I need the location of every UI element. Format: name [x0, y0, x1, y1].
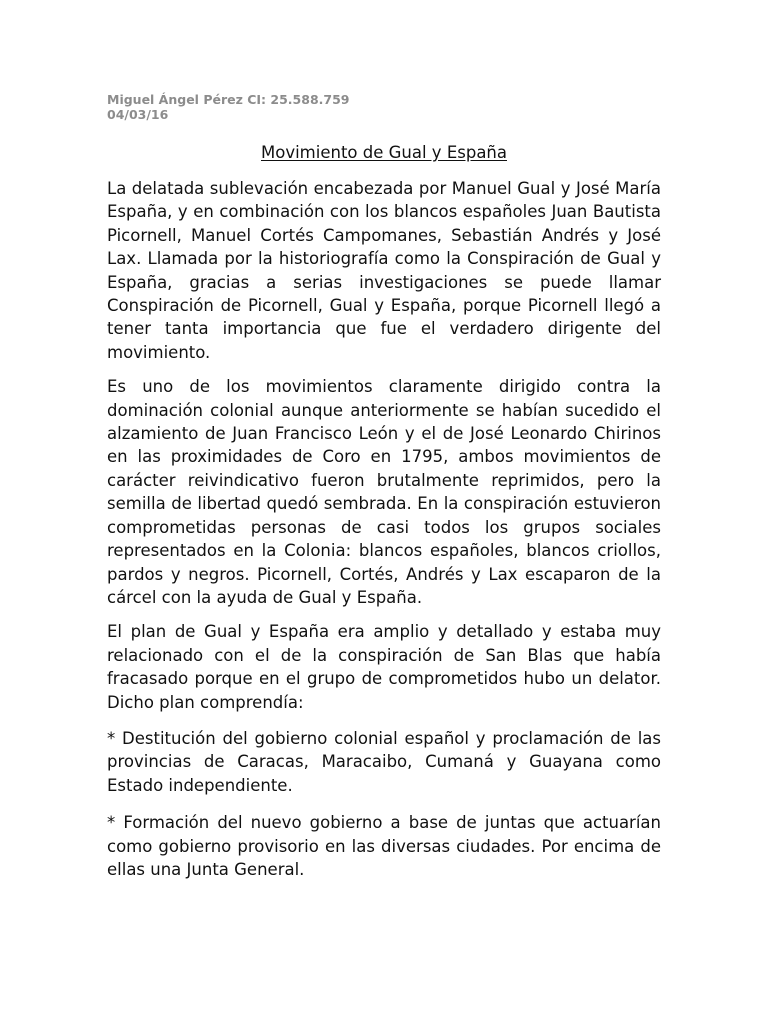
paragraph-3: El plan de Gual y España era amplio y detallado y estaba muy relacionado con el de la conspiración de San Blas que había fracasado porque en el grupo de comprometidos hubo un delator. Dicho plan comprendía:	[107, 622, 661, 712]
paragraph-1: La delatada sublevación encabezada por Manuel Gual y José María España, y en combinación con los blancos españoles Juan Bautista Picornell, Manuel Cortés Campomanes, Sebastián Andrés y José Lax. Llamada por la historiografía como la Conspiración de Gual y España, gracias a serias investigaciones se puede llamar Conspiración de Picornell, Gual y España, porque Picornell llegó a tener tanta importancia que fue el verdadero dirigente del movimiento.	[107, 179, 661, 362]
document-page	[107, 92, 661, 881]
plan-item-2: * Formación del nuevo gobierno a base de juntas que actuarían como gobierno provisorio en las diversas ciudades. Por encima de ellas una Junta General.	[107, 813, 661, 879]
document-date: 04/03/16	[107, 107, 169, 122]
paragraph-2: Es uno de los movimientos claramente dirigido contra la dominación colonial aunque anteriormente se habían sucedido el alzamiento de Juan Francisco León y el de José Leonardo Chirinos en las proximidades de Coro en 1795, ambos movimientos de carácter reivindicativo fueron brutalmente reprimidos, pero la semilla de libertad quedó sembrada. En la conspiración estuvieron comprometidas personas de casi todos los grupos sociales representados en la Colonia: blancos españoles, blancos criollos, pardos y negros. Picornell, Cortés, Andrés y Lax escaparon de la cárcel con la ayuda de Gual y España.	[107, 377, 661, 607]
author-line: Miguel Ángel Pérez CI: 25.588.759	[107, 92, 350, 107]
document-title: Movimiento de Gual y España	[261, 143, 507, 162]
plan-item-1: * Destitución del gobierno colonial español y proclamación de las provincias de Caracas, Maracaibo, Cumaná y Guayana como Estado independiente.	[107, 728, 661, 795]
